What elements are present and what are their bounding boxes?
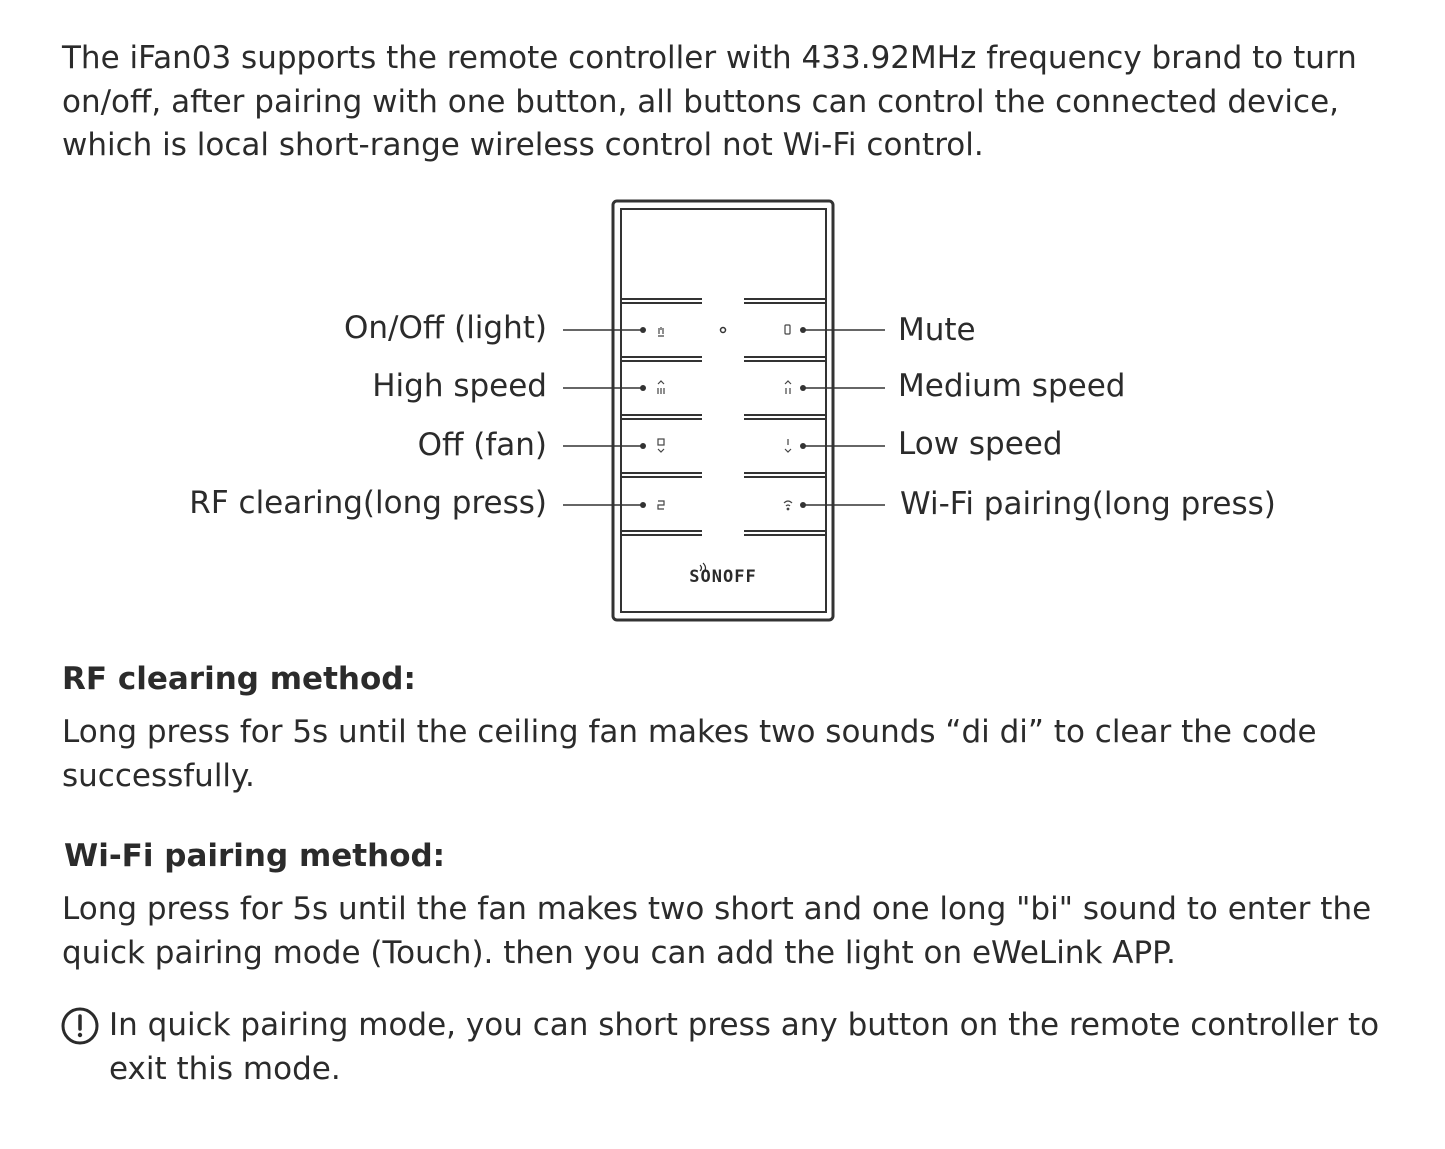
label-high-speed: High speed: [372, 368, 547, 404]
remote-inner-frame: [621, 209, 826, 612]
brand-text: SONOFF: [689, 567, 757, 587]
left-button-dividers: [621, 299, 702, 535]
label-on-off-light: On/Off (light): [344, 310, 547, 346]
high-speed-icon: [658, 381, 664, 394]
remote-outer-frame: [613, 201, 833, 620]
rf-clear-icon: [658, 501, 664, 509]
label-off-fan: Off (fan): [417, 427, 547, 463]
label-rf-clearing: RF clearing(long press): [189, 485, 547, 521]
wifi-pairing-heading: Wi-Fi pairing method:: [64, 838, 446, 874]
intro-paragraph: The iFan03 supports the remote controller with 433.92MHz frequency brand to turn on/off, after pairing with one button, all buttons can control the connected device, which is local short-range wireless control not Wi-Fi control.: [62, 40, 1357, 163]
rf-clearing-heading: RF clearing method:: [62, 661, 416, 697]
label-wifi-pairing: Wi-Fi pairing(long press): [900, 486, 1276, 522]
indicator-led: [721, 328, 726, 333]
low-speed-icon: [785, 439, 791, 452]
medium-speed-icon: [785, 381, 791, 394]
leader-lines: [563, 330, 885, 505]
label-mute: Mute: [898, 312, 976, 348]
wifi-pairing-body: Long press for 5s until the fan makes two short and one long "bi" sound to enter the quick pairing mode (Touch). then you can add the light on eWeLink APP.: [62, 891, 1372, 971]
label-low-speed: Low speed: [898, 426, 1063, 462]
right-button-dividers: [744, 299, 826, 535]
label-medium-speed: Medium speed: [898, 368, 1126, 404]
note-text: In quick pairing mode, you can short press any button on the remote controller to exit this mode.: [109, 1007, 1380, 1087]
sonoff-logo: [689, 563, 756, 587]
rf-clearing-body: Long press for 5s until the ceiling fan makes two sounds “di di” to clear the code successfully.: [62, 714, 1317, 794]
light-bulb-icon: [658, 327, 664, 336]
wifi-icon: [784, 501, 792, 510]
exclamation-circle-icon: [60, 1006, 100, 1046]
mute-icon: [785, 325, 790, 334]
fan-off-icon: [658, 439, 664, 452]
